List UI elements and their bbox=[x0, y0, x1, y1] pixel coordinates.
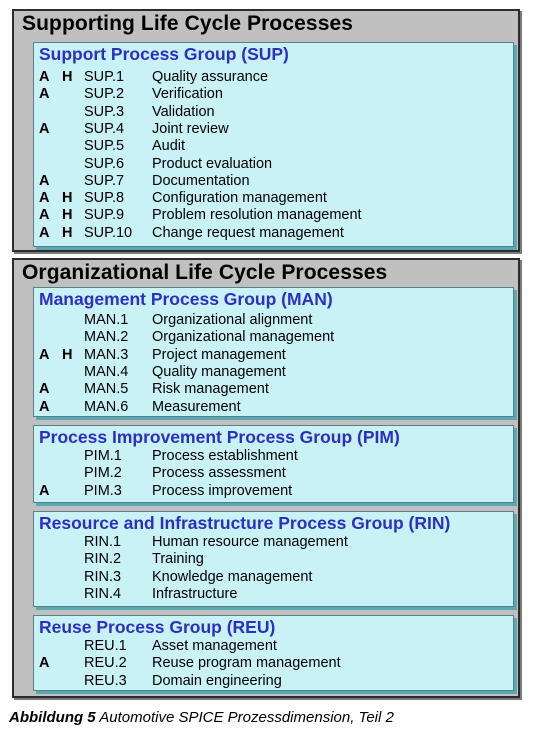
process-id: PIM.3 bbox=[84, 482, 122, 499]
process-name: Quality assurance bbox=[152, 69, 269, 85]
process-id: SUP.4 bbox=[84, 120, 125, 137]
section-title: Organizational Life Cycle Processes bbox=[22, 261, 388, 284]
process-name: Product evaluation bbox=[152, 155, 273, 172]
process-name: Risk management bbox=[152, 381, 269, 398]
applicability-flag: A bbox=[39, 381, 50, 398]
process-id: SUP.10 bbox=[84, 224, 133, 241]
applicability-flag: A bbox=[39, 482, 50, 499]
group-reu bbox=[33, 615, 514, 691]
process-id: SUP.5 bbox=[84, 138, 125, 155]
process-id: RIN.1 bbox=[84, 534, 122, 550]
process-id: MAN.4 bbox=[84, 363, 129, 380]
applicability-flag: A bbox=[39, 346, 50, 363]
process-id: RIN.3 bbox=[84, 568, 122, 585]
process-id: SUP.9 bbox=[84, 207, 125, 224]
applicability-flag: A bbox=[39, 398, 50, 415]
process-name: Knowledge management bbox=[152, 568, 313, 585]
group-title: Support Process Group (SUP) bbox=[39, 44, 289, 64]
hardware-flag: H bbox=[62, 190, 73, 207]
process-name: Verification bbox=[152, 86, 223, 103]
process-name: Measurement bbox=[152, 398, 241, 415]
section-supporting bbox=[12, 9, 520, 252]
group-man bbox=[33, 287, 514, 417]
process-id: RIN.2 bbox=[84, 551, 122, 568]
process-name: Process establishment bbox=[152, 448, 298, 464]
process-id: MAN.5 bbox=[84, 381, 129, 398]
process-name: Quality management bbox=[152, 363, 286, 380]
process-id: SUP.1 bbox=[84, 69, 125, 85]
process-id: MAN.6 bbox=[84, 398, 129, 415]
applicability-flag: A bbox=[39, 207, 50, 224]
process-name: Asset management bbox=[152, 638, 277, 654]
group-title: Reuse Process Group (REU) bbox=[39, 617, 276, 637]
process-id: RIN.4 bbox=[84, 585, 122, 602]
process-name: Process assessment bbox=[152, 465, 286, 482]
process-id: REU.1 bbox=[84, 638, 127, 654]
applicability-flag: A bbox=[39, 655, 50, 672]
process-id: SUP.3 bbox=[84, 103, 125, 120]
process-name: Reuse program management bbox=[152, 655, 341, 672]
group-pim bbox=[33, 425, 514, 503]
process-name: Training bbox=[152, 551, 204, 568]
process-name: Organizational management bbox=[152, 329, 335, 346]
section-title: Supporting Life Cycle Processes bbox=[22, 12, 354, 35]
caption-text: Automotive SPICE Prozessdimension, Teil 2 bbox=[95, 709, 394, 726]
section-organizational bbox=[12, 258, 520, 698]
process-name: Documentation bbox=[152, 172, 250, 189]
applicability-flag: A bbox=[39, 190, 50, 207]
applicability-flag: A bbox=[39, 120, 50, 137]
process-id: SUP.2 bbox=[84, 86, 125, 103]
group-title: Resource and Infrastructure Process Group (RIN) bbox=[39, 513, 451, 533]
applicability-flag: A bbox=[39, 86, 50, 103]
group-rin bbox=[33, 511, 514, 607]
process-id: REU.2 bbox=[84, 655, 127, 672]
process-name: Problem resolution management bbox=[152, 207, 362, 224]
process-id: REU.3 bbox=[84, 672, 127, 689]
process-name: Validation bbox=[152, 103, 215, 120]
process-name: Project management bbox=[152, 346, 286, 363]
process-name: Infrastructure bbox=[152, 585, 238, 602]
group-title: Management Process Group (MAN) bbox=[39, 289, 333, 309]
process-name: Configuration management bbox=[152, 190, 327, 207]
hardware-flag: H bbox=[62, 207, 73, 224]
process-name: Domain engineering bbox=[152, 672, 282, 689]
process-name: Audit bbox=[152, 138, 186, 155]
figure-caption bbox=[9, 709, 394, 726]
group-sup bbox=[33, 42, 514, 247]
hardware-flag: H bbox=[62, 224, 73, 241]
hardware-flag: H bbox=[62, 69, 73, 85]
process-name: Organizational alignment bbox=[152, 312, 313, 328]
process-id: PIM.1 bbox=[84, 448, 122, 464]
process-name: Process improvement bbox=[152, 482, 293, 499]
process-name: Human resource management bbox=[152, 534, 348, 550]
process-id: MAN.2 bbox=[84, 329, 129, 346]
process-name: Joint review bbox=[152, 120, 229, 137]
applicability-flag: A bbox=[39, 224, 50, 241]
process-id: PIM.2 bbox=[84, 465, 122, 482]
applicability-flag: A bbox=[39, 172, 50, 189]
process-id: SUP.7 bbox=[84, 172, 125, 189]
hardware-flag: H bbox=[62, 346, 73, 363]
applicability-flag: A bbox=[39, 69, 50, 85]
caption-label: Abbildung 5 bbox=[9, 709, 96, 726]
process-name: Change request management bbox=[152, 224, 344, 241]
process-id: SUP.8 bbox=[84, 190, 125, 207]
process-id: MAN.1 bbox=[84, 312, 129, 328]
process-id: MAN.3 bbox=[84, 346, 129, 363]
process-id: SUP.6 bbox=[84, 155, 125, 172]
group-title: Process Improvement Process Group (PIM) bbox=[39, 427, 400, 447]
